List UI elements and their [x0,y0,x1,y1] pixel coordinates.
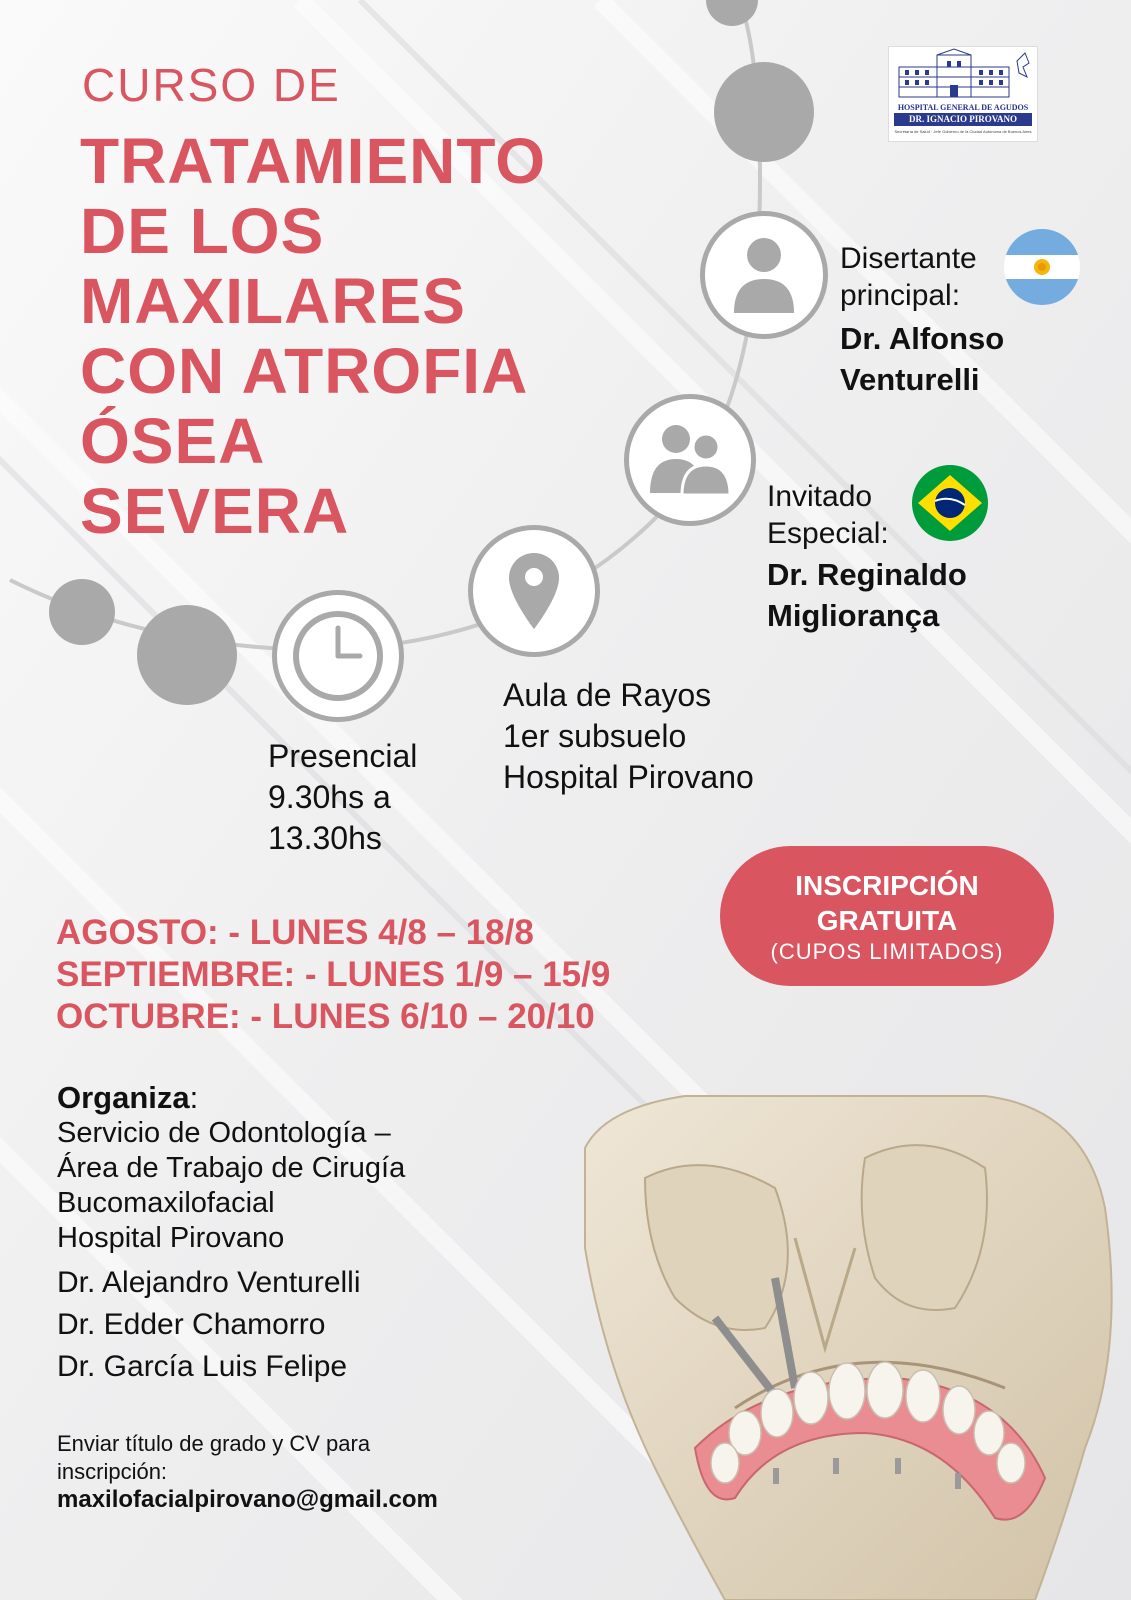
logo-line1: HOSPITAL GENERAL DE AGUDOS [897,103,1029,112]
main-speaker-role-1: Disertante [840,242,977,275]
hospital-building-icon [889,47,1037,101]
contact-section [57,1430,438,1514]
clock-icon [290,608,386,704]
speaker-icon-circle [700,211,828,339]
main-speaker-name-2: Venturelli [840,362,980,397]
schedule-line-1: Presencial [268,738,418,774]
main-speaker-role-2: principal: [840,279,961,312]
guest-speaker-name-1: Dr. Reginaldo [767,557,967,592]
location-icon-circle [468,525,600,657]
organizer-line: Área de Trabajo de Cirugía [57,1152,406,1184]
guest-speaker-role-2: Especial: [767,517,889,550]
date-line: AGOSTO: - LUNES 4/8 – 18/8 [56,913,534,952]
logo-line2: DR. IGNACIO PIROVANO [894,113,1032,126]
organizer-label: Organiza [57,1080,190,1115]
person-icon [729,235,799,315]
schedule-line-2: 9.30hs a [268,779,391,815]
location-pin-icon [509,553,559,629]
title-line: TRATAMIENTO [80,125,547,197]
registration-badge [720,846,1054,986]
hospital-logo [888,46,1038,142]
date-line: SEPTIEMBRE: - LUNES 1/9 – 15/9 [56,955,611,994]
title-line: DE LOS [80,195,325,267]
organizer-section [57,1080,537,1388]
date-line: OCTUBRE: - LUNES 6/10 – 20/10 [56,997,595,1036]
guest-icon-circle [624,394,756,526]
brazil-flag-icon [912,465,988,541]
title-line: MAXILARES [80,265,466,337]
argentina-flag-icon [1004,229,1080,305]
contact-email-link[interactable]: maxilofacialpirovano@gmail.com [57,1486,438,1513]
organizer-line: Servicio de Odontología – [57,1117,391,1149]
doctor-name: Dr. Alejandro Venturelli [57,1266,361,1299]
main-speaker [840,240,1004,400]
title-line: CON ATROFIA [80,335,529,407]
course-dates [56,912,610,1038]
course-kicker: CURSO DE [82,59,341,111]
logo-line3: Secretaría de Salud · Jefe Gobierno de la Ciudad Autónoma de Buenos Aires [894,129,1032,134]
contact-line-2: inscripción: [57,1459,168,1484]
location-line-3: Hospital Pirovano [503,759,754,795]
title-line: SEVERA [80,475,350,547]
schedule-line-3: 13.30hs [268,820,382,856]
guest-speaker-role-1: Invitado [767,480,873,513]
skull-implant-illustration [565,1088,1131,1600]
organizer-line: Hospital Pirovano [57,1222,285,1254]
registration-line-1: INSCRIPCIÓN [795,870,979,901]
doctor-name: Dr. García Luis Felipe [57,1350,348,1383]
clock-icon-circle [272,590,404,722]
registration-line-2: GRATUITA [816,905,958,936]
location-line-2: 1er subsuelo [503,718,687,754]
doctor-name: Dr. Edder Chamorro [57,1308,326,1341]
guest-speaker-name-2: Migliorança [767,598,940,633]
main-speaker-name-1: Dr. Alfonso [840,321,1005,356]
title-line: ÓSEA [80,405,266,477]
organizer-line: Bucomaxilofacial [57,1187,275,1219]
schedule-info [268,736,417,859]
course-title [80,126,546,546]
organizer-doctors [57,1262,537,1388]
contact-line-1: Enviar título de grado y CV para [57,1431,371,1456]
registration-line-3: (CUPOS LIMITADOS) [770,939,1004,964]
location-line-1: Aula de Rayos [503,677,712,713]
organizer-colon: : [189,1080,199,1115]
location-info [503,675,754,798]
people-icon [648,423,732,497]
organizer-heading [57,1080,537,1116]
